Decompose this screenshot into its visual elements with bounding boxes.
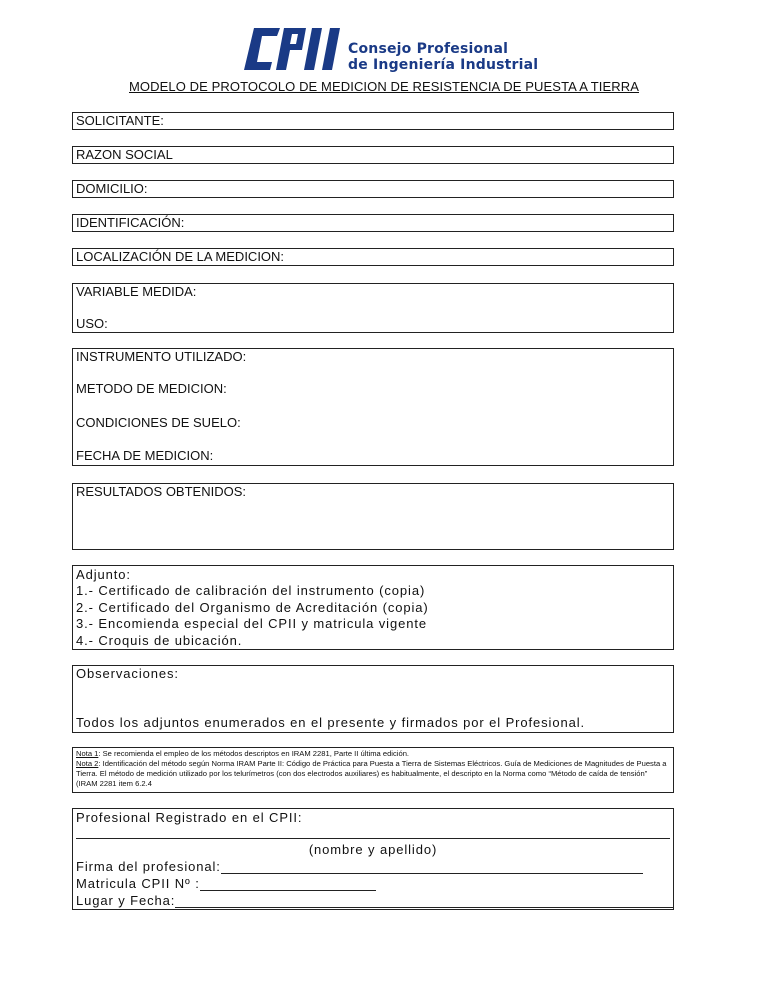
- adjunto-item-4: 4.- Croquis de ubicación.: [76, 633, 243, 648]
- adjunto-item-3: 3.- Encomienda especial del CPII y matricula vigente: [76, 616, 428, 631]
- adjunto-item-2: 2.- Certificado del Organismo de Acreditación (copia): [76, 600, 429, 615]
- solicitante-field[interactable]: [72, 112, 674, 130]
- lugar-fecha-input-line[interactable]: [175, 895, 673, 908]
- resultados-box[interactable]: [72, 483, 674, 550]
- matricula-input-line[interactable]: [200, 878, 376, 891]
- razon-social-field[interactable]: [72, 146, 674, 164]
- matricula-label: Matricula CPII Nº :: [76, 876, 200, 891]
- observaciones-text: Todos los adjuntos enumerados en el presente y firmados por el Profesional.: [76, 715, 586, 730]
- nota-1: [76, 749, 670, 759]
- variable-uso-box[interactable]: [72, 283, 674, 333]
- identificacion-field[interactable]: [72, 214, 674, 232]
- org-name-line2: de Ingeniería Industrial: [348, 57, 539, 73]
- nota-2-label: Nota 2: [76, 759, 99, 768]
- org-name-line1: Consejo Profesional: [348, 41, 509, 57]
- document-title: MODELO DE PROTOCOLO DE MEDICION DE RESISTENCIA DE PUESTA A TIERRA: [129, 79, 639, 94]
- cpii-logo-mark: [240, 24, 346, 74]
- observaciones-box[interactable]: [72, 665, 674, 733]
- resultados-label: RESULTADOS OBTENIDOS:: [76, 484, 246, 499]
- localizacion-label: LOCALIZACIÓN DE LA MEDICION:: [76, 249, 285, 264]
- razon-social-label: RAZON SOCIAL: [76, 147, 173, 162]
- solicitante-label: SOLICITANTE:: [76, 113, 164, 128]
- lugar-fecha-row: [76, 894, 673, 908]
- uso-label: USO:: [76, 316, 108, 331]
- instrument-box[interactable]: [72, 348, 674, 466]
- observaciones-title: Observaciones:: [76, 666, 179, 681]
- nota-1-label: Nota 1: [76, 749, 99, 758]
- lugar-fecha-label: Lugar y Fecha:: [76, 893, 176, 908]
- signature-box: [72, 808, 674, 910]
- firma-input-line[interactable]: [221, 861, 643, 874]
- matricula-row: [76, 877, 376, 891]
- fecha-label: FECHA DE MEDICION:: [76, 448, 214, 463]
- name-input-line[interactable]: [76, 826, 670, 839]
- nota-2: [76, 759, 670, 789]
- variable-medida-label: VARIABLE MEDIDA:: [76, 284, 197, 299]
- adjunto-title: Adjunto:: [76, 567, 131, 582]
- adjunto-item-1: 1.- Certificado de calibración del instrumento (copia): [76, 583, 426, 598]
- signature-title: Profesional Registrado en el CPII:: [76, 810, 303, 825]
- adjunto-box: [72, 565, 674, 650]
- identificacion-label: IDENTIFICACIÓN:: [76, 215, 185, 230]
- firma-label: Firma del profesional:: [76, 859, 221, 874]
- firma-row: [76, 860, 643, 874]
- domicilio-label: DOMICILIO:: [76, 181, 148, 196]
- localizacion-field[interactable]: [72, 248, 674, 266]
- nota-2-text: : Identificación del método según Norma IRAM Parte II: Código de Práctica para Puesta a Tierra de Sistemas Eléctricos. Guía de Mediciones de Magnitudes de Puesta a Tierra. El método de medición utilizado por los telurímetros (con dos electrodos auxiliares) es habitualmente, el descripto en la Norma como “Método de caída de tensión” (IRAM 2281 item 6.2.4: [76, 759, 667, 788]
- instrumento-label: INSTRUMENTO UTILIZADO:: [76, 349, 247, 364]
- domicilio-field[interactable]: [72, 180, 674, 198]
- cpii-logo: [240, 24, 539, 80]
- notes-box: [72, 747, 674, 793]
- metodo-label: METODO DE MEDICION:: [76, 381, 227, 396]
- condiciones-label: CONDICIONES DE SUELO:: [76, 415, 241, 430]
- name-caption: (nombre y apellido): [308, 842, 438, 857]
- nota-1-text: : Se recomienda el empleo de los métodos descriptos en IRAM 2281, Parte II última edición.: [98, 749, 410, 758]
